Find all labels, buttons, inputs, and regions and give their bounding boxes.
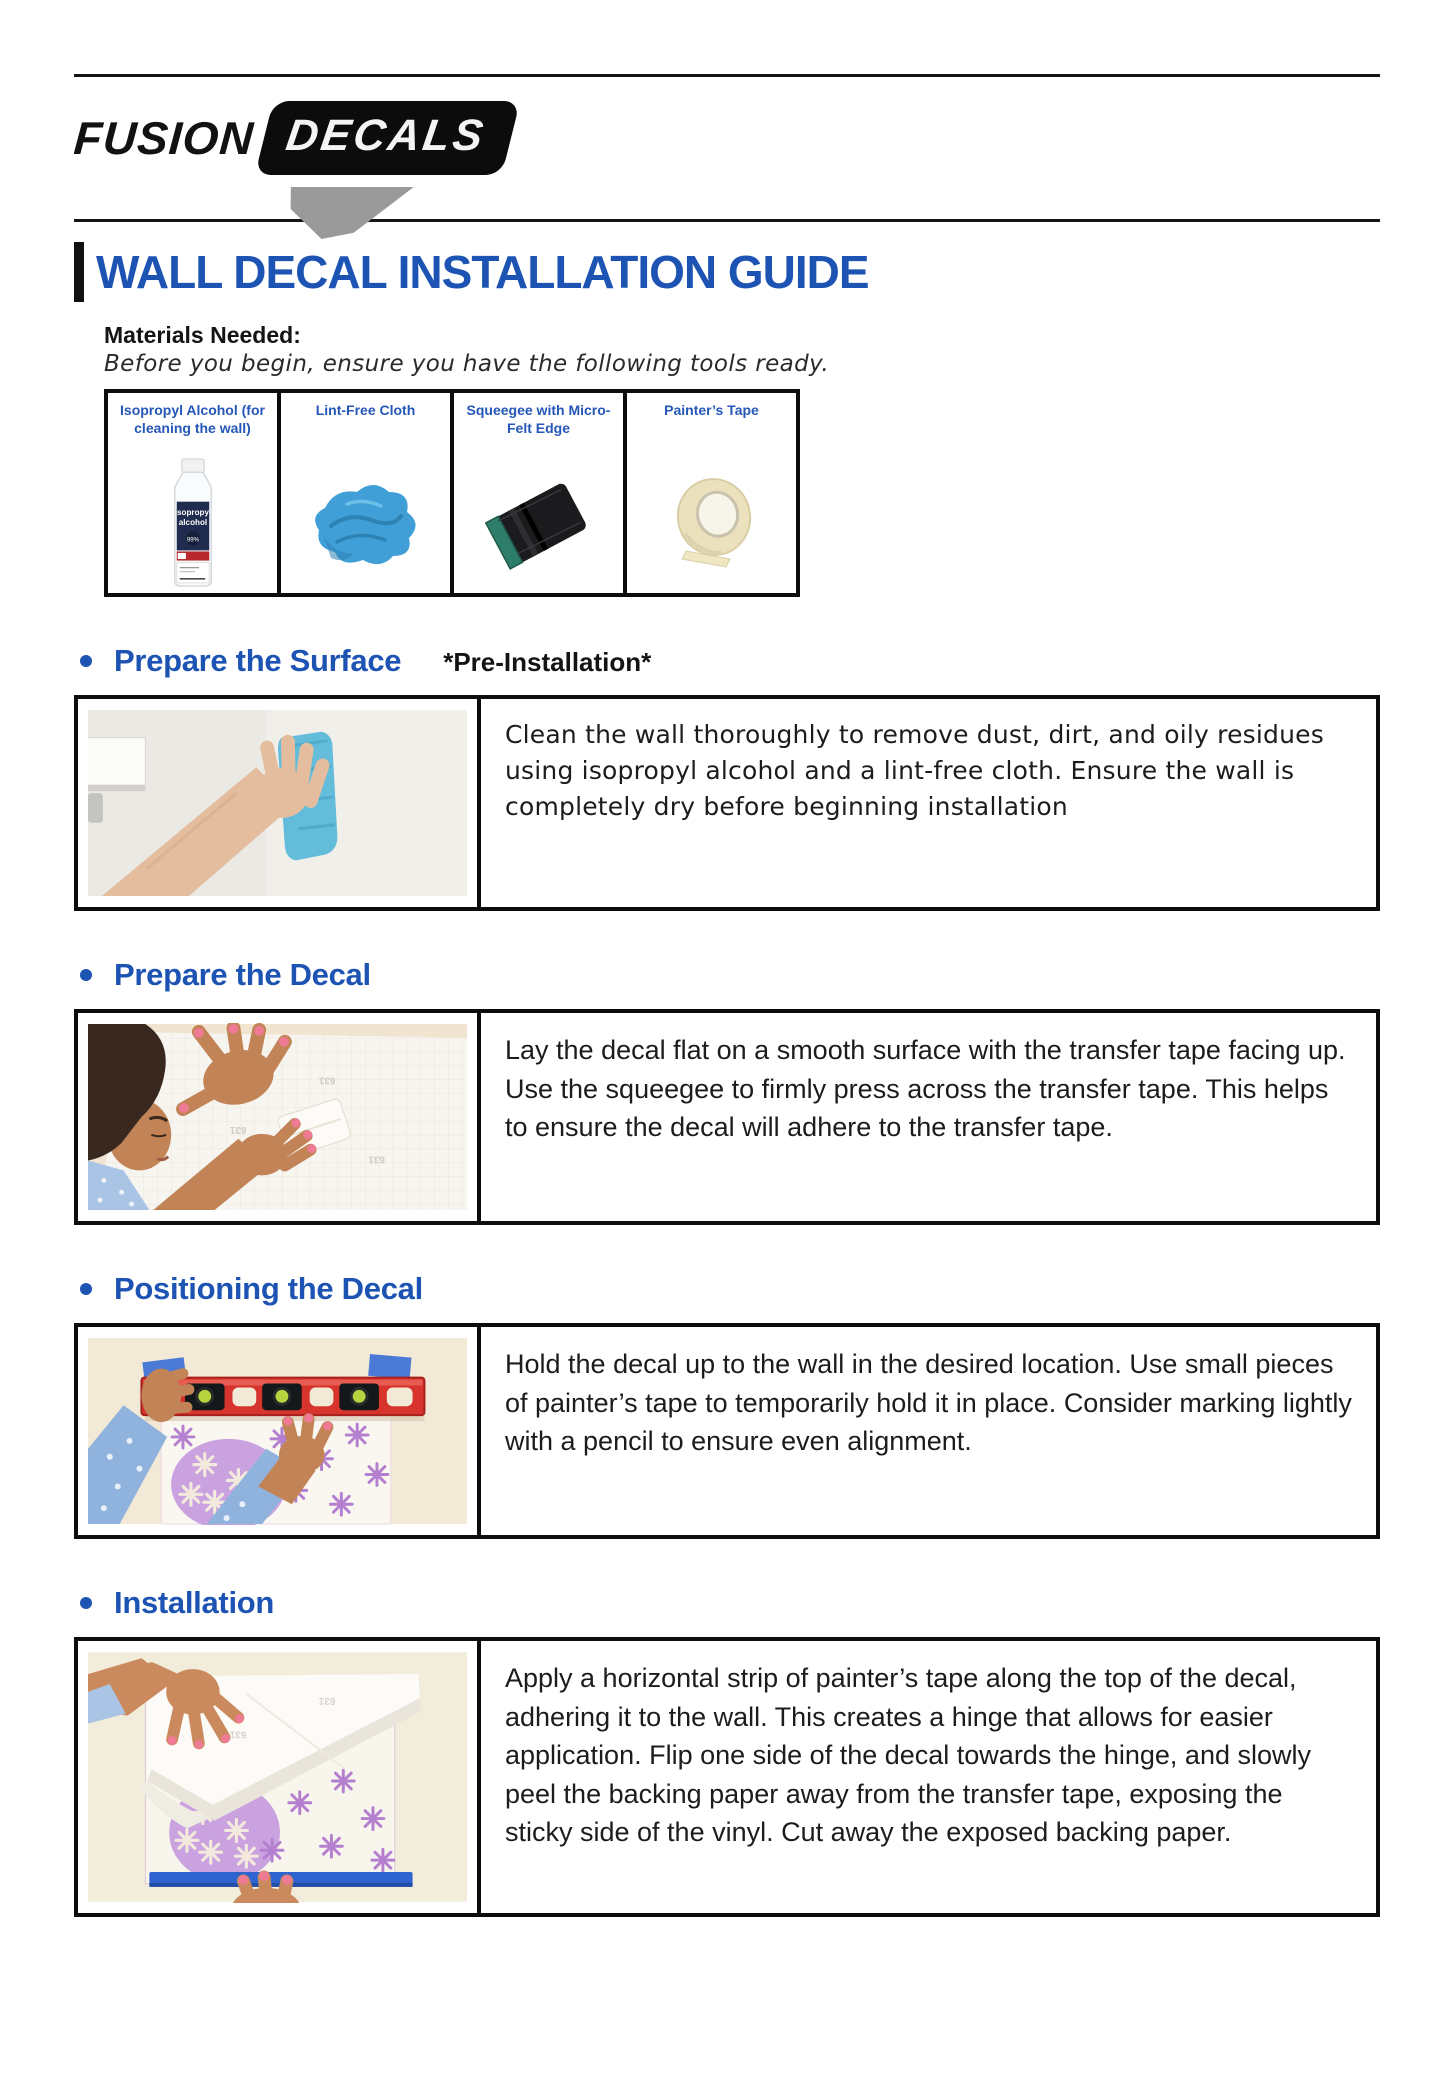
painter-tape-piece xyxy=(368,1354,411,1379)
material-label: Isopropyl Alcohol (for cleaning the wall) xyxy=(120,402,265,437)
bullet-icon xyxy=(80,1597,92,1609)
section-title: Installation xyxy=(114,1585,275,1620)
section-heading-installation xyxy=(80,1585,1380,1621)
decal-positioning-photo xyxy=(78,1327,481,1535)
header-rule-top xyxy=(74,74,1380,77)
material-label: Lint-Free Cloth xyxy=(315,402,416,418)
section-heading-prepare-surface xyxy=(80,643,1380,679)
svg-text:631: 631 xyxy=(368,1153,385,1165)
materials-heading: Materials Needed: xyxy=(104,322,301,348)
material-label: Squeegee with Micro-Felt Edge xyxy=(466,402,611,437)
page-title: WALL DECAL INSTALLATION GUIDE xyxy=(96,245,869,298)
bullet-icon xyxy=(80,1283,92,1295)
step-table-prepare-surface xyxy=(74,695,1380,911)
svg-text:631: 631 xyxy=(318,1694,336,1706)
material-cell-tape xyxy=(627,393,796,593)
logo-decals-text: DECALS xyxy=(282,111,489,160)
section-title: Prepare the Decal xyxy=(114,957,371,992)
section-heading-prepare-decal xyxy=(80,957,1380,993)
tape-roll-icon xyxy=(627,459,796,593)
pre-installation-note: *Pre-Installation* xyxy=(443,647,652,677)
section-title: Positioning the Decal xyxy=(114,1271,423,1306)
title-accent-bar xyxy=(74,242,84,302)
svg-text:99%: 99% xyxy=(186,536,199,544)
svg-text:631: 631 xyxy=(229,1123,247,1135)
step-table-positioning xyxy=(74,1323,1380,1539)
sticker-fold-icon xyxy=(273,187,414,239)
step-text: Clean the wall thoroughly to remove dust, dirt, and oily residues using isopropyl alcohol and a lint-free cloth. Ensure the wall is completely dry before beginning installation xyxy=(505,720,1324,821)
fusion-decals-logo xyxy=(74,93,1380,193)
svg-text:631: 631 xyxy=(229,1728,247,1740)
step-table-prepare-decal xyxy=(74,1009,1380,1225)
title-block xyxy=(74,242,1380,302)
step-table-installation xyxy=(74,1637,1380,1917)
logo-decals-badge xyxy=(255,101,520,175)
installation-guide-page xyxy=(0,74,1454,2074)
materials-subheading: Before you begin, ensure you have the following tools ready. xyxy=(104,351,830,377)
wall-cleaning-photo xyxy=(78,699,481,907)
material-label: Painter’s Tape xyxy=(664,402,759,418)
bullet-icon xyxy=(80,655,92,667)
materials-table xyxy=(104,389,800,597)
material-cell-alcohol xyxy=(108,393,281,593)
bullet-icon xyxy=(80,969,92,981)
header-rule-bottom xyxy=(74,219,1380,222)
step-text: Apply a horizontal strip of painter’s tape along the top of the decal, adhering it to the wall. This creates a hinge that allows for easier application. Flip one side of the decal towards the hinge, and slowly peel the backing paper away from the transfer tape, exposing the sticky side of the vinyl. Cut away the exposed backing paper. xyxy=(505,1663,1311,1848)
svg-text:alcohol: alcohol xyxy=(178,518,207,528)
alcohol-bottle-icon xyxy=(108,459,277,593)
svg-text:isopropyl: isopropyl xyxy=(174,507,211,517)
step-text: Hold the decal up to the wall in the desired location. Use small pieces of painter’s tape to temporarily hold it in place. Consider marking lightly with a pencil to ensure even alignment. xyxy=(505,1349,1352,1457)
section-title: Prepare the Surface xyxy=(114,643,402,678)
squeegee-icon xyxy=(454,459,623,593)
cloth-icon xyxy=(281,459,450,593)
section-heading-positioning xyxy=(80,1271,1380,1307)
logo-fusion-text: FUSION xyxy=(72,112,256,164)
decal-peeling-photo xyxy=(78,1641,481,1913)
material-cell-cloth xyxy=(281,393,454,593)
decal-prep-photo xyxy=(78,1013,481,1221)
svg-text:631: 631 xyxy=(318,1074,336,1086)
step-text: Lay the decal flat on a smooth surface with the transfer tape facing up. Use the squeegee to firmly press across the transfer tape. This helps to ensure the decal will adhere to the transfer tape. xyxy=(505,1035,1346,1143)
material-cell-squeegee xyxy=(454,393,627,593)
level-tool xyxy=(141,1378,424,1422)
